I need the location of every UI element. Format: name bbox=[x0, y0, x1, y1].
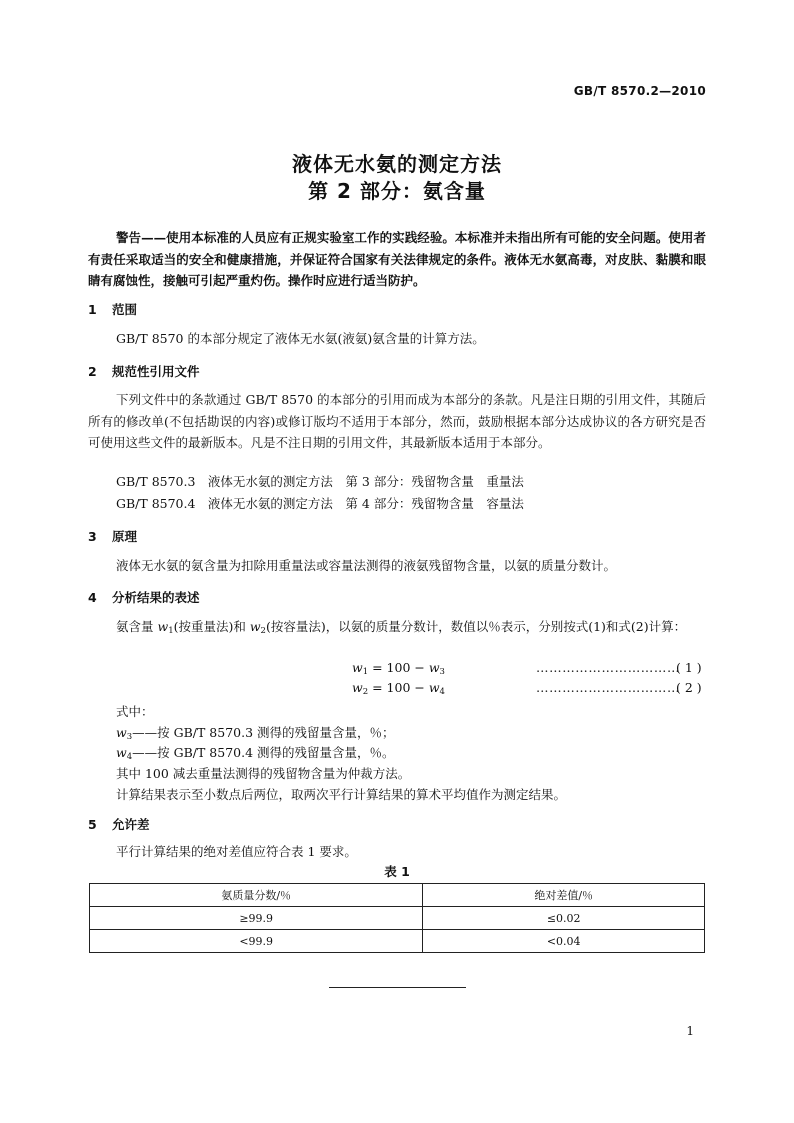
page-number: 1 bbox=[686, 1024, 694, 1038]
table-header-row bbox=[90, 884, 705, 907]
definition-text: ——按 GB/T 8570.3 测得的残留量含量，％； bbox=[132, 725, 395, 740]
table-cell: <99.9 bbox=[90, 930, 423, 953]
subscript: 3 bbox=[126, 732, 133, 742]
section-number: 3 bbox=[88, 529, 97, 544]
section-title: 分析结果的表述 bbox=[112, 590, 200, 605]
symbol-w: w bbox=[116, 745, 127, 760]
formula-op: = 100 − bbox=[368, 660, 429, 675]
table-row bbox=[90, 907, 705, 930]
formula-rhs: w bbox=[428, 660, 440, 675]
formula-lhs: w bbox=[352, 680, 363, 695]
table-cell: ≤0.02 bbox=[423, 907, 705, 930]
section-title: 原理 bbox=[112, 529, 138, 544]
reference-item: GB/T 8570.4 液体无水氨的测定方法 第 4 部分：残留物含量 容量法 bbox=[116, 496, 524, 511]
end-rule bbox=[329, 987, 466, 988]
equation-number: ( 1 ) bbox=[676, 660, 702, 675]
formula-lhs: w bbox=[352, 660, 363, 675]
definition-text: ——按 GB/T 8570.4 测得的残留量含量，％。 bbox=[132, 745, 395, 760]
table-header-cell: 绝对差值/％ bbox=[423, 884, 705, 907]
formula-rhs: w bbox=[428, 680, 440, 695]
tolerance-table bbox=[89, 883, 705, 953]
definition-w4 bbox=[116, 743, 395, 762]
standard-code: GB/T 8570.2—2010 bbox=[573, 84, 706, 98]
intro-text: (按容量法)，以氨的质量分数计，数值以％表示，分别按式(1)和式(2)计算： bbox=[265, 619, 687, 634]
section-1-heading bbox=[88, 300, 137, 318]
section-number: 5 bbox=[88, 817, 97, 832]
table-row bbox=[90, 930, 705, 953]
section-5-heading bbox=[88, 815, 150, 833]
subscript: 2 bbox=[260, 626, 266, 636]
section-title: 范围 bbox=[112, 302, 138, 317]
symbol-w: w bbox=[116, 725, 127, 740]
section-5-body: 平行计算结果的绝对差值应符合表 1 要求。 bbox=[116, 844, 357, 859]
note-calculation: 计算结果表示至小数点后两位，取两次平行计算结果的算术平均值作为测定结果。 bbox=[116, 787, 567, 802]
intro-text: (按重量法)和 bbox=[173, 619, 250, 634]
subscript: 3 bbox=[439, 667, 445, 677]
leader-dots: …………………………… bbox=[536, 680, 681, 695]
section-number: 2 bbox=[88, 364, 97, 379]
reference-item: GB/T 8570.3 液体无水氨的测定方法 第 3 部分：残留物含量 重量法 bbox=[116, 474, 524, 489]
table-cell: ≥99.9 bbox=[90, 907, 423, 930]
formula-2 bbox=[352, 680, 445, 697]
symbol-w: w bbox=[249, 619, 261, 634]
subscript: 1 bbox=[168, 626, 174, 636]
leader-dots: …………………………… bbox=[536, 660, 681, 675]
table-header-cell: 氨质量分数/％ bbox=[90, 884, 423, 907]
table-cell: <0.04 bbox=[423, 930, 705, 953]
symbol-w: w bbox=[157, 619, 169, 634]
intro-text: 氨含量 bbox=[116, 619, 158, 634]
subscript: 1 bbox=[362, 667, 369, 677]
table-caption: 表 1 bbox=[384, 864, 410, 879]
section-4-heading bbox=[88, 588, 200, 606]
equation-number: ( 2 ) bbox=[676, 680, 702, 695]
section-number: 1 bbox=[88, 302, 97, 317]
subscript: 4 bbox=[439, 687, 445, 697]
section-title: 允许差 bbox=[112, 817, 150, 832]
section-1-body: GB/T 8570 的本部分规定了液体无水氨(液氨)氨含量的计算方法。 bbox=[116, 331, 485, 346]
definition-w3 bbox=[116, 723, 395, 742]
formula-op: = 100 − bbox=[368, 680, 429, 695]
section-number: 4 bbox=[88, 590, 97, 605]
warning-paragraph: 警告——使用本标准的人员应有正规实验室工作的实践经验。本标准并未指出所有可能的安全问题。使用者有责任采取适当的安全和健康措施，并保证符合国家有关法律规定的条件。液体无水氨高毒，对皮肤、黏膜和眼睛有腐蚀性，接触可引起严重灼伤。操作时应进行适当防护。 bbox=[88, 230, 706, 288]
section-2-heading bbox=[88, 362, 200, 380]
document-subtitle: 第 2 部分：氨含量 bbox=[308, 179, 486, 203]
section-title: 规范性引用文件 bbox=[112, 364, 200, 379]
formula-1 bbox=[352, 660, 445, 677]
document-title: 液体无水氨的测定方法 bbox=[292, 152, 502, 176]
where-label: 式中： bbox=[116, 704, 154, 719]
section-4-intro bbox=[88, 616, 706, 643]
note-arbitration: 其中 100 减去重量法测得的残留物含量为仲裁方法。 bbox=[116, 766, 411, 781]
subscript: 4 bbox=[126, 752, 133, 762]
section-2-body: 下列文件中的条款通过 GB/T 8570 的本部分的引用而成为本部分的条款。凡是注日期的引用文件，其随后所有的修改单(不包括勘误的内容)或修订版均不适用于本部分，然而，鼓励根据本部分达成协议的各方研究是否可使用这些文件的最新版本。凡是不注日期的引用文件，其最新版本适用于本部分。 bbox=[88, 392, 706, 450]
subscript: 2 bbox=[362, 687, 369, 697]
section-3-body: 液体无水氨的氨含量为扣除用重量法或容量法测得的液氨残留物含量，以氨的质量分数计。 bbox=[116, 558, 617, 573]
section-3-heading bbox=[88, 527, 137, 545]
